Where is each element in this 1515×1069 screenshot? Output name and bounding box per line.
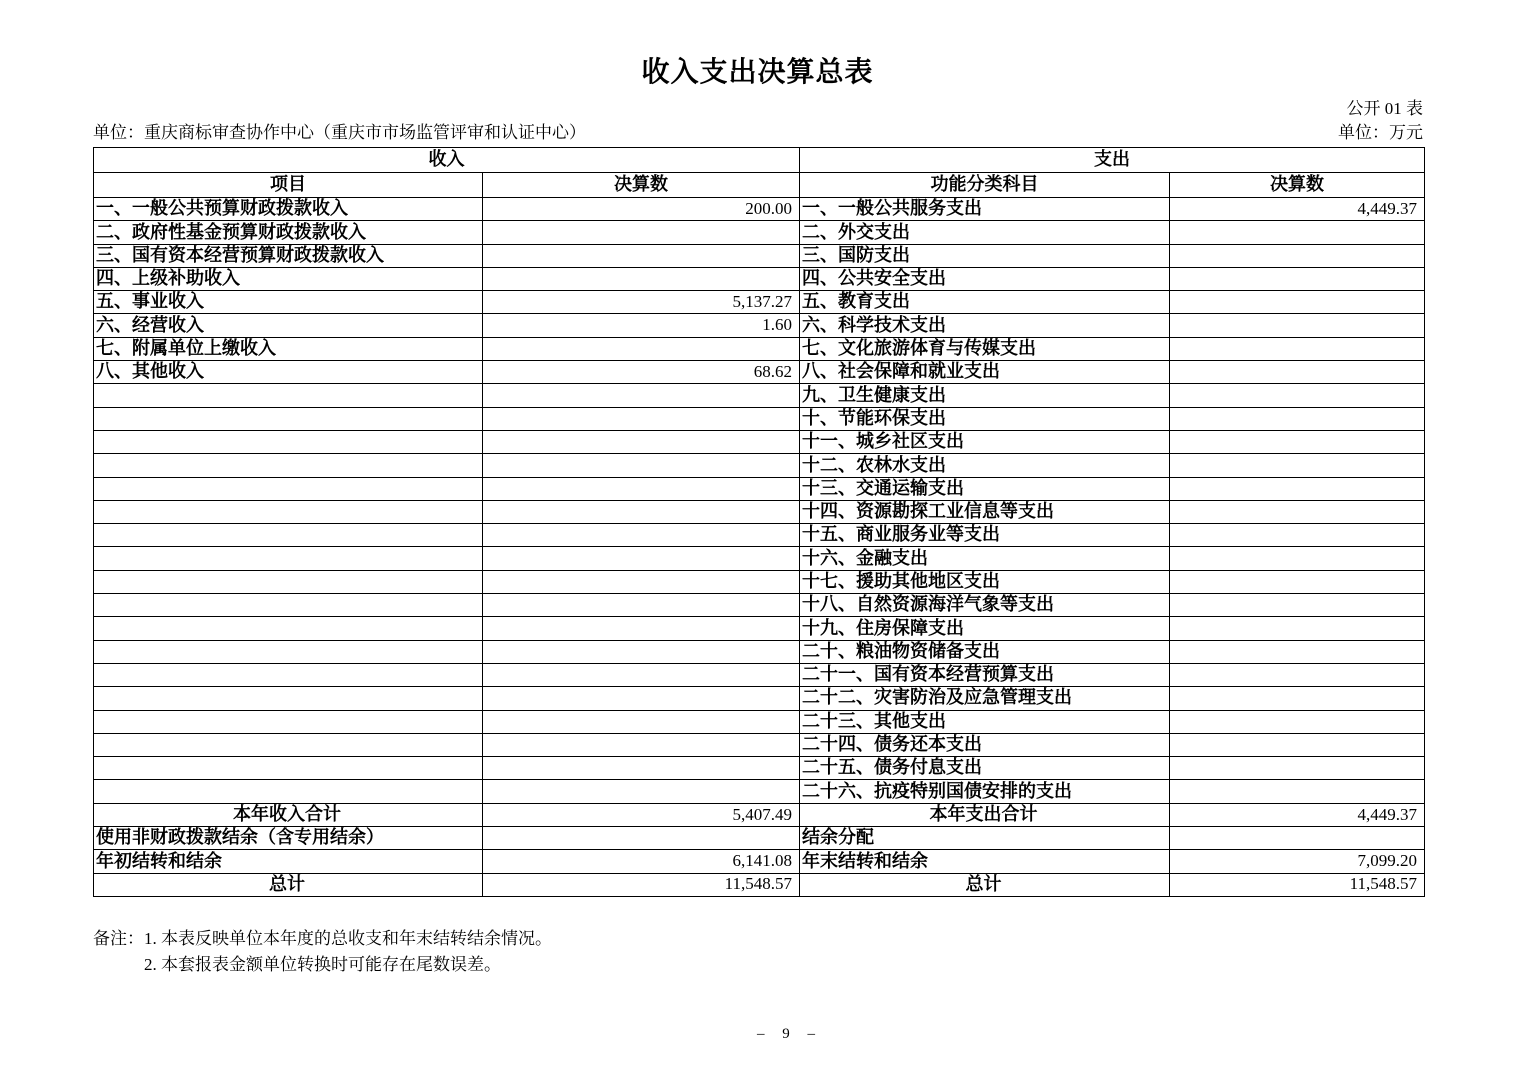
expense-value-cell [1170,500,1425,523]
expense-item-cell: 八、社会保障和就业支出 [800,361,1170,384]
doc-sheet-label: 公开 01 表 [1346,99,1423,118]
income-value-cell: 1.60 [483,314,800,337]
expense-value-cell [1170,337,1425,360]
table-row [94,477,1425,500]
expense-value-cell [1170,361,1425,384]
income-value-cell [483,594,800,617]
income-item-cell: 使用非财政拨款结余（含专用结余） [94,827,483,850]
expense-item-cell: 十一、城乡社区支出 [800,430,1170,453]
expense-item-cell: 七、文化旅游体育与传媒支出 [800,337,1170,360]
income-item-cell [94,617,483,640]
unit-row [93,118,1423,143]
expense-value-cell: 7,099.20 [1170,850,1425,873]
income-item-cell [94,547,483,570]
income-value-cell [483,663,800,686]
expense-value-cell [1170,454,1425,477]
expense-value-cell [1170,733,1425,756]
table-row [94,663,1425,686]
income-item-cell [94,454,483,477]
income-value-cell [483,337,800,360]
expense-value-cell [1170,780,1425,803]
income-item-cell: 四、上级补助收入 [94,267,483,290]
table-row [94,780,1425,803]
table-row [94,803,1425,826]
table-row [94,570,1425,593]
income-item-cell [94,524,483,547]
income-item-cell [94,384,483,407]
notes-items [144,926,552,978]
expense-value-cell [1170,663,1425,686]
income-value-cell [483,547,800,570]
income-item-cell [94,663,483,686]
expense-value-cell [1170,594,1425,617]
table-row [94,850,1425,873]
income-item-cell [94,687,483,710]
expense-item-cell: 十七、援助其他地区支出 [800,570,1170,593]
expense-item-cell: 十九、住房保障支出 [800,617,1170,640]
income-value-cell [483,757,800,780]
table-row [94,547,1425,570]
income-item-header: 项目 [94,173,483,198]
income-item-cell: 本年收入合计 [94,803,483,826]
table-row [94,407,1425,430]
budget-summary-table [93,147,1425,897]
notes-block [93,926,552,978]
expense-item-cell: 二十四、债务还本支出 [800,733,1170,756]
income-item-cell: 一、一般公共预算财政拨款收入 [94,198,483,221]
table-row [94,640,1425,663]
expense-item-cell: 二十三、其他支出 [800,710,1170,733]
expense-item-cell: 结余分配 [800,827,1170,850]
income-value-cell [483,384,800,407]
table-row [94,524,1425,547]
income-item-cell [94,570,483,593]
expense-group-header: 支出 [800,148,1425,173]
expense-item-cell: 一、一般公共服务支出 [800,198,1170,221]
income-value-cell [483,477,800,500]
unit-name: 单位：重庆商标审查协作中心（重庆市市场监管评审和认证中心） [93,123,586,142]
expense-value-cell [1170,710,1425,733]
income-value-cell: 68.62 [483,361,800,384]
income-value-cell [483,524,800,547]
expense-value-cell: 11,548.57 [1170,873,1425,896]
income-value-cell: 6,141.08 [483,850,800,873]
income-item-cell: 五、事业收入 [94,291,483,314]
expense-value-cell: 4,449.37 [1170,803,1425,826]
income-value-cell [483,500,800,523]
table-row [94,361,1425,384]
income-value-cell [483,570,800,593]
expense-item-cell: 二十五、债务付息支出 [800,757,1170,780]
income-item-cell: 年初结转和结余 [94,850,483,873]
table-row [94,733,1425,756]
table-row [94,873,1425,896]
income-item-cell: 七、附属单位上缴收入 [94,337,483,360]
income-value-cell [483,780,800,803]
income-value-cell [483,244,800,267]
expense-value-cell [1170,687,1425,710]
table-row [94,267,1425,290]
income-value-cell: 11,548.57 [483,873,800,896]
income-item-cell [94,407,483,430]
expense-item-header: 功能分类科目 [800,173,1170,198]
expense-value-cell [1170,314,1425,337]
expense-value-cell [1170,384,1425,407]
expense-value-cell [1170,524,1425,547]
income-group-header: 收入 [94,148,800,173]
income-value-cell [483,454,800,477]
expense-value-cell [1170,267,1425,290]
expense-item-cell: 二十六、抗疫特别国债安排的支出 [800,780,1170,803]
income-item-cell [94,430,483,453]
expense-item-cell: 十、节能环保支出 [800,407,1170,430]
expense-item-cell: 十二、农林水支出 [800,454,1170,477]
income-value-cell: 5,137.27 [483,291,800,314]
page-title: 收入支出决算总表 [641,57,874,88]
expense-value-cell [1170,477,1425,500]
expense-item-cell: 六、科学技术支出 [800,314,1170,337]
income-value-cell [483,617,800,640]
expense-item-cell: 二十一、国有资本经营预算支出 [800,663,1170,686]
expense-value-cell [1170,640,1425,663]
table-row [94,198,1425,221]
income-item-cell [94,640,483,663]
expense-item-cell: 四、公共安全支出 [800,267,1170,290]
expense-item-cell: 十五、商业服务业等支出 [800,524,1170,547]
expense-value-cell [1170,757,1425,780]
income-item-cell [94,500,483,523]
table-row [94,337,1425,360]
income-value-cell [483,687,800,710]
income-item-cell: 总计 [94,873,483,896]
page-footer [0,1026,1515,1043]
table-row [94,291,1425,314]
income-item-cell: 二、政府性基金预算财政拨款收入 [94,221,483,244]
income-value-cell: 5,407.49 [483,803,800,826]
table-row [94,221,1425,244]
income-value-cell [483,640,800,663]
expense-item-cell: 九、卫生健康支出 [800,384,1170,407]
income-item-cell [94,780,483,803]
expense-value-cell [1170,407,1425,430]
table-header [94,148,1425,198]
income-value-cell [483,407,800,430]
income-item-cell [94,710,483,733]
income-item-cell: 六、经营收入 [94,314,483,337]
income-value-cell: 200.00 [483,198,800,221]
income-value-cell [483,827,800,850]
page-number: – 9 – [757,1026,822,1042]
expense-value-cell [1170,430,1425,453]
table-row [94,827,1425,850]
expense-value-cell [1170,221,1425,244]
table-row [94,594,1425,617]
income-value-cell [483,221,800,244]
expense-item-cell: 十四、资源勘探工业信息等支出 [800,500,1170,523]
table-row [94,617,1425,640]
income-value-cell [483,430,800,453]
expense-item-cell: 十八、自然资源海洋气象等支出 [800,594,1170,617]
expense-value-cell [1170,547,1425,570]
unit-currency: 单位：万元 [1338,123,1423,142]
expense-item-cell: 十三、交通运输支出 [800,477,1170,500]
table-row [94,244,1425,267]
expense-value-cell [1170,827,1425,850]
expense-item-cell: 三、国防支出 [800,244,1170,267]
expense-value-cell [1170,617,1425,640]
income-value-cell [483,710,800,733]
expense-value-header: 决算数 [1170,173,1425,198]
expense-item-cell: 五、教育支出 [800,291,1170,314]
income-item-cell: 三、国有资本经营预算财政拨款收入 [94,244,483,267]
income-value-cell [483,267,800,290]
expense-value-cell [1170,570,1425,593]
expense-value-cell [1170,244,1425,267]
expense-value-cell: 4,449.37 [1170,198,1425,221]
table-row [94,710,1425,733]
income-item-cell [94,594,483,617]
table-body [94,198,1425,897]
group-header-row [94,148,1425,173]
expense-item-cell: 十六、金融支出 [800,547,1170,570]
income-item-cell [94,477,483,500]
income-value-header: 决算数 [483,173,800,198]
income-item-cell [94,757,483,780]
expense-item-cell: 二十、粮油物资储备支出 [800,640,1170,663]
income-value-cell [483,733,800,756]
expense-value-cell [1170,291,1425,314]
expense-item-cell: 总计 [800,873,1170,896]
table-row [94,454,1425,477]
table-row [94,687,1425,710]
note-line: 2. 本套报表金额单位转换时可能存在尾数误差。 [144,955,501,974]
note-line: 1. 本表反映单位本年度的总收支和年末结转结余情况。 [144,929,552,948]
table-row [94,500,1425,523]
income-item-cell: 八、其他收入 [94,361,483,384]
table-row [94,430,1425,453]
expense-item-cell: 二十二、灾害防治及应急管理支出 [800,687,1170,710]
expense-item-cell: 二、外交支出 [800,221,1170,244]
column-header-row [94,173,1425,198]
table-row [94,314,1425,337]
table-row [94,757,1425,780]
expense-item-cell: 年末结转和结余 [800,850,1170,873]
notes-label: 备注： [93,929,144,948]
income-item-cell [94,733,483,756]
expense-item-cell: 本年支出合计 [800,803,1170,826]
table-row [94,384,1425,407]
